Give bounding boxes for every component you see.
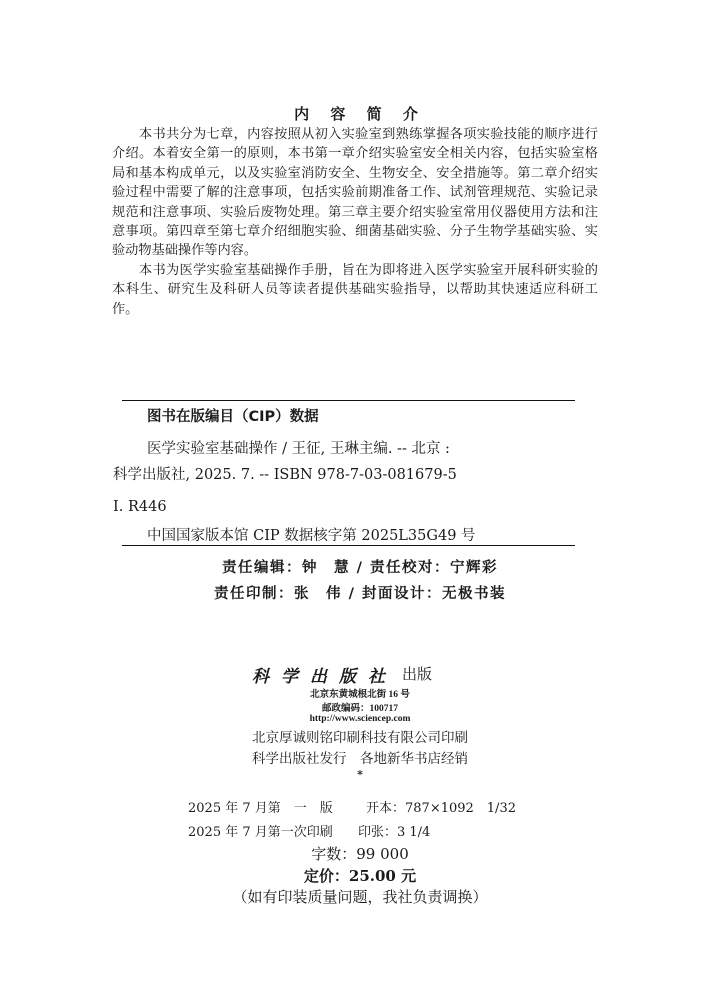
cip-top-rule bbox=[122, 400, 575, 401]
staff-line-1: 责任编辑：钟 慧 / 责任校对：宁辉彩 bbox=[222, 560, 498, 576]
intro-body bbox=[112, 125, 598, 319]
print-sheets: 印张：3 1/4 bbox=[358, 825, 431, 840]
print-date: 2025 年 7 月第一次印刷 bbox=[188, 825, 333, 840]
separator-star: * bbox=[357, 768, 363, 781]
quality-notice: （如有印装质量问题，我社负责调换） bbox=[232, 888, 488, 906]
intro-title: 内 容 简 介 bbox=[294, 105, 426, 123]
cip-record-number: 中国国家版本馆 CIP 数据核字第 2025L35G49 号 bbox=[147, 528, 476, 544]
distribution: 科学出版社发行 各地新华书店经销 bbox=[252, 751, 468, 767]
publisher-suffix: 出版 bbox=[402, 665, 433, 683]
edition-line bbox=[188, 797, 516, 816]
staff-line-2: 责任印制：张 伟 / 封面设计：无极书装 bbox=[214, 586, 506, 602]
price: 定价：25.00 元 bbox=[303, 867, 417, 885]
printer: 北京厚诚则铭印刷科技有限公司印刷 bbox=[252, 730, 468, 746]
intro-paragraph: 本书为医学实验室基础操作手册，旨在为即将进入医学实验室开展科研实验的本科生、研究生及科研人员等读者提供基础实验指导，以帮助其快速适应科研工作。 bbox=[112, 262, 598, 317]
publisher-postcode: 邮政编码：100717 bbox=[321, 704, 398, 714]
cip-title: 图书在版编目（CIP）数据 bbox=[147, 409, 319, 425]
cip-classification: Ⅰ. R446 bbox=[113, 499, 167, 515]
cip-line-1: 医学实验室基础操作 / 王征, 王琳主编. -- 北京 : bbox=[147, 441, 450, 457]
cip-body bbox=[113, 436, 583, 520]
book-format: 开本：787×1092 1/32 bbox=[366, 801, 516, 816]
cip-bottom-rule bbox=[122, 545, 575, 546]
cip-line-2: 科学出版社, 2025. 7. -- ISBN 978-7-03-081679-5 bbox=[113, 467, 457, 483]
intro-paragraph: 本书共分为七章，内容按照从初入实验室到熟练掌握各项实验技能的顺序进行介绍。本着安全第一的原则，本书第一章介绍实验室安全相关内容，包括实验室格局和基本构成单元，以及实验室消防安全、生物安全、安全措施等。第二章介绍实验过程中需要了解的注意事项，包括实验前期准备工作、试剂管理规范、实验记录规范和注意事项、实验后废物处理。第三章主要介绍实验室常用仪器使用方法和注意事项。第四章至第七章介绍细胞实验、细菌基础实验、分子生物学基础实验、实验动物基础操作等内容。 bbox=[112, 127, 598, 259]
word-count: 字数：99 000 bbox=[311, 845, 409, 863]
publisher-url: http://www.sciencep.com bbox=[309, 714, 411, 724]
print-line bbox=[188, 821, 430, 840]
edition-date: 2025 年 7 月第 一 版 bbox=[188, 801, 333, 816]
publisher-logo: 科学出版社 bbox=[252, 667, 397, 687]
publisher-address: 北京东黄城根北街 16 号 bbox=[310, 690, 410, 700]
